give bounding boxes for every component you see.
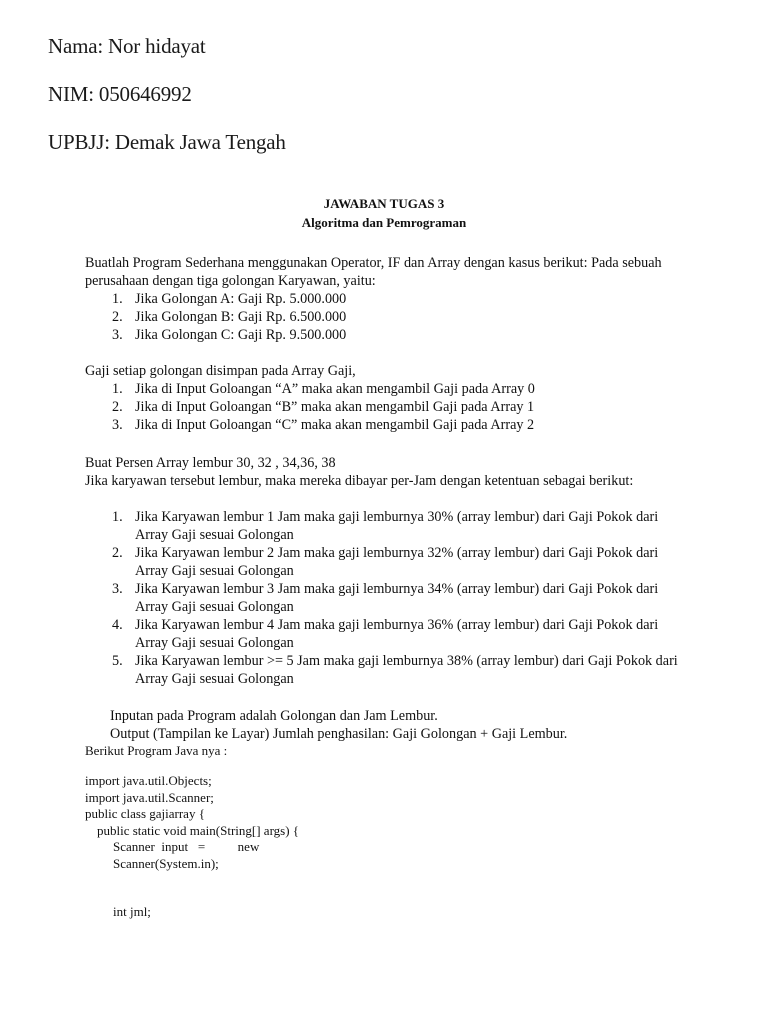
code-line-5: Scanner input = new — [113, 839, 260, 854]
list-item: 1. Jika Golongan A: Gaji Rp. 5.000.000 — [112, 291, 347, 307]
code-line-4: public static void main(String[] args) { — [97, 822, 300, 838]
array-gaji-list — [85, 380, 685, 434]
lembur-list — [85, 508, 685, 688]
list-item: 5. Jika Karyawan lembur >= 5 Jam maka gaji lemburnya 38% (array lembur) dari Gaji Pokok dari Array Gaji sesuai Golongan — [112, 653, 678, 687]
code-line-3: public class gajiarray { — [85, 806, 205, 821]
student-upbjj: UPBJJ: Demak Jawa Tengah — [48, 130, 286, 154]
code-line-7: int jml; — [113, 904, 151, 919]
list-item: 1. Jika Karyawan lembur 1 Jam maka gaji lemburnya 30% (array lembur) dari Gaji Pokok dari Array Gaji sesuai Golongan — [112, 509, 659, 543]
list-item: 3. Jika Golongan C: Gaji Rp. 9.500.000 — [112, 327, 347, 343]
list-item: 1. Jika di Input Goloangan “A” maka akan mengambil Gaji pada Array 0 — [112, 381, 535, 397]
list-item: 2. Jika Golongan B: Gaji Rp. 6.500.000 — [112, 309, 347, 325]
code-line-6: Scanner(System.in); — [113, 855, 219, 871]
program-intro: Berikut Program Java nya : — [85, 743, 228, 758]
code-line-1: import java.util.Objects; — [85, 773, 212, 788]
array-gaji-paragraph: Gaji setiap golongan disimpan pada Array Gaji, — [85, 363, 356, 379]
lembur-intro-paragraph: Jika karyawan tersebut lembur, maka mereka dibayar per-Jam dengan ketentuan sebagai berikut: — [85, 473, 634, 489]
input-description: Inputan pada Program adalah Golongan dan Jam Lembur. — [110, 708, 438, 724]
list-item: 3. Jika di Input Goloangan “C” maka akan mengambil Gaji pada Array 2 — [112, 417, 535, 433]
code-line-2: import java.util.Scanner; — [85, 789, 214, 805]
list-item: 3. Jika Karyawan lembur 3 Jam maka gaji lemburnya 34% (array lembur) dari Gaji Pokok dari Array Gaji sesuai Golongan — [112, 581, 659, 615]
document-title: JAWABAN TUGAS 3 — [323, 196, 445, 211]
document-subtitle: Algoritma dan Pemrograman — [301, 215, 467, 230]
student-nim: NIM: 050646992 — [48, 82, 192, 106]
list-item: 4. Jika Karyawan lembur 4 Jam maka gaji lemburnya 36% (array lembur) dari Gaji Pokok dari Array Gaji sesuai Golongan — [112, 617, 659, 651]
student-name: Nama: Nor hidayat — [48, 34, 206, 58]
golongan-list — [85, 290, 685, 344]
list-item: 2. Jika di Input Goloangan “B” maka akan mengambil Gaji pada Array 1 — [112, 399, 535, 415]
list-item: 2. Jika Karyawan lembur 2 Jam maka gaji lemburnya 32% (array lembur) dari Gaji Pokok dari Array Gaji sesuai Golongan — [112, 545, 659, 579]
output-description: Output (Tampilan ke Layar) Jumlah penghasilan: Gaji Golongan + Gaji Lembur. — [110, 726, 568, 742]
lembur-array-line: Buat Persen Array lembur 30, 32 , 34,36, 38 — [85, 455, 336, 471]
intro-paragraph: Buatlah Program Sederhana menggunakan Operator, IF dan Array dengan kasus berikut: Pada sebuah perusahaan dengan tiga golongan Karyawan, yaitu: — [85, 255, 662, 289]
